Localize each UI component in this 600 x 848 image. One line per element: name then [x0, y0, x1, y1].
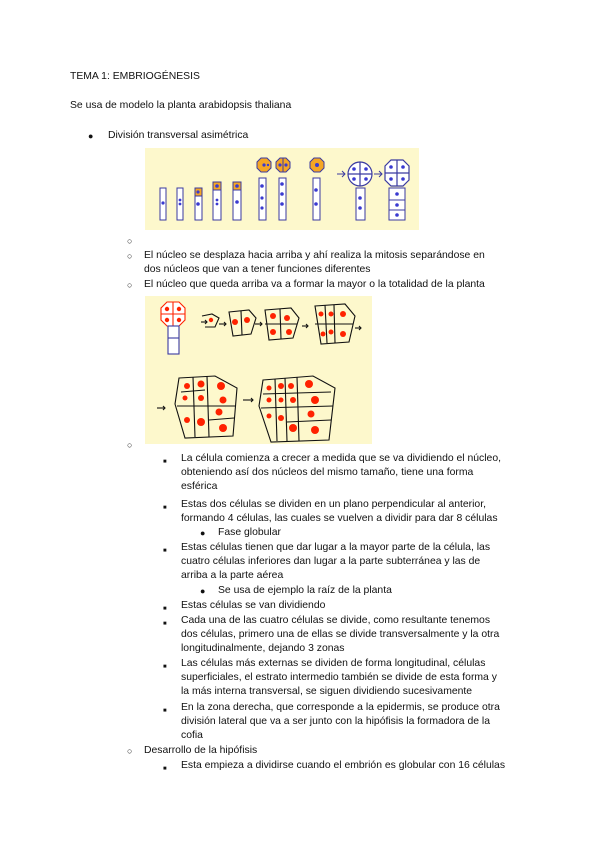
bullet-disc-icon: ●: [88, 131, 94, 141]
item-text-line: Estas dos células se dividen en un plano perpendicular al anterior,: [181, 499, 486, 510]
item-text-line: división lateral que va a ser junto con la hipófisis la formadora de la: [181, 716, 491, 727]
bullet-square-icon: ■: [163, 459, 167, 465]
item-text-line: la más interna transversal, se siguen dividiendo sucesivamente: [181, 686, 473, 697]
sub-text-line: El núcleo se desplaza hacia arriba y ahí realiza la mitosis separándose en: [144, 250, 485, 261]
item-text-line: Estas células tienen que dar lugar a la mayor parte de la célula, las: [181, 542, 491, 553]
item-text-line: Cada una de las cuatro células se divide, como resultante tenemos: [181, 615, 491, 626]
bullet-square-icon: ■: [163, 606, 167, 612]
item-text-line: Estas células se van dividiendo: [181, 600, 326, 611]
item-text-line: esférica: [181, 481, 218, 492]
sub-text-line: El núcleo que queda arriba va a formar la mayor o la totalidad de la planta: [144, 279, 485, 290]
bullet-square-icon: ■: [163, 505, 167, 511]
embryo-asymmetric-division-figure: [145, 148, 419, 230]
item-text-line: formando 4 células, las cuales se vuelven a dividir para dar 8 células: [181, 513, 498, 524]
bullet-circle-icon: ○: [127, 236, 133, 246]
item-text-line: arriba a la parte aérea: [181, 570, 284, 581]
item-text-line: dos células, primero una de ellas se divide transversalmente y la otra: [181, 629, 500, 640]
bullet-circle-icon: ○: [127, 440, 133, 450]
sub-text-line: dos núcleos que van a tener funciones diferentes: [144, 264, 371, 275]
bullet-circle-icon: ○: [127, 251, 133, 261]
section2-heading: Desarrollo de la hipófisis: [144, 745, 258, 756]
item-text-line: cuatro células inferiores dan lugar a la parte subterránea y las de: [181, 556, 481, 567]
level4-text: Se usa de ejemplo la raíz de la planta: [218, 585, 392, 596]
bullet-disc-icon: ●: [200, 528, 206, 538]
item-text-line: longitudinalmente, dejando 3 zonas: [181, 643, 345, 654]
item-text-line: La célula comienza a crecer a medida que se va dividiendo el núcleo,: [181, 453, 501, 464]
bullet-disc-icon: ●: [200, 586, 206, 596]
page-title: TEMA 1: EMBRIOGÉNESIS: [70, 71, 200, 82]
bullet-square-icon: ■: [163, 548, 167, 554]
item-text-line: Las células más externas se dividen de forma longitudinal, células: [181, 658, 486, 669]
bullet-square-icon: ■: [163, 708, 167, 714]
bullet-circle-icon: ○: [127, 280, 133, 290]
item-text-line: cofia: [181, 730, 203, 741]
bullet-square-icon: ■: [163, 664, 167, 670]
bullet-circle-icon: ○: [127, 746, 133, 756]
section1-heading: División transversal asimétrica: [108, 130, 249, 141]
bullet-square-icon: ■: [163, 621, 167, 627]
item-text-line: obteniendo así dos núcleos del mismo tamaño, tiene una forma: [181, 467, 474, 478]
bullet-square-icon: ■: [163, 766, 167, 772]
item-text-line: Esta empieza a dividirse cuando el embrión es globular con 16 células: [181, 760, 506, 771]
item-text-line: superficiales, el estrato intermedio también se divide de esta forma y: [181, 672, 497, 683]
item-text-line: En la zona derecha, que corresponde a la epidermis, se produce otra: [181, 702, 500, 713]
embryo-globular-stage-figure: [145, 296, 372, 444]
intro-text: Se usa de modelo la planta arabidopsis thaliana: [70, 100, 292, 111]
level4-text: Fase globular: [218, 527, 281, 538]
